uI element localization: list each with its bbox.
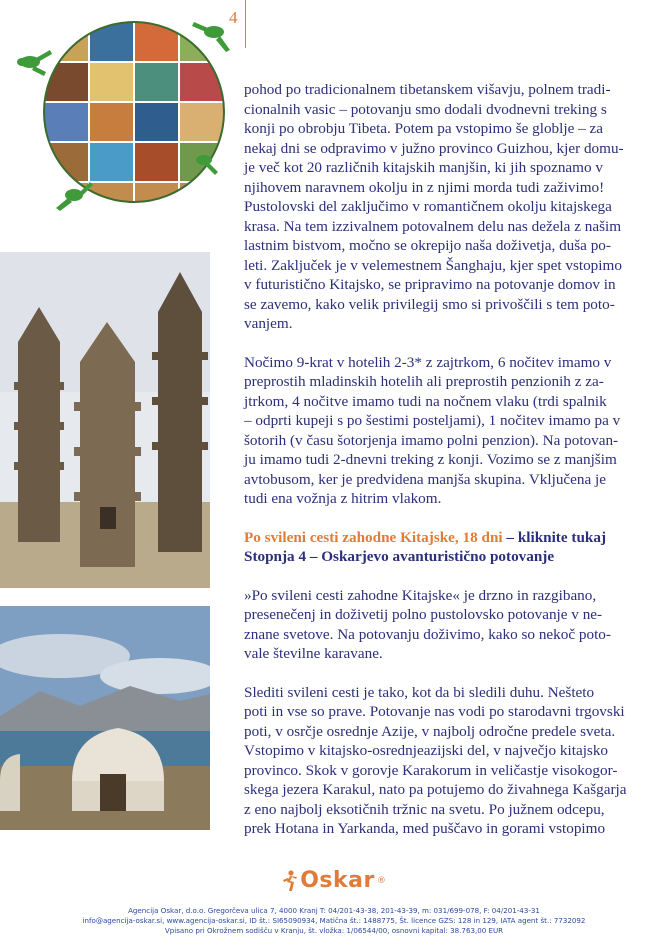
text-line: je več kot 20 različnih kitajskih manjšin, ki jih spoznamo v <box>244 159 603 176</box>
text-line: v futuristično Kitajsko, se pripravimo na potovanje domov in <box>244 276 616 293</box>
text-line: Slediti svileni cesti je tako, kot da bi sledili duhu. Nešteto <box>244 683 595 701</box>
footer-address-line: Agencija Oskar, d.o.o. Gregorčeva ulica 7, 4000 Kranj T: 04/201-43-38, 201-43-39, m: 031/699-078, F: 04/201-43-31 <box>128 906 540 915</box>
text-line: preprostih mladinskih hotelih ali preprostih penzionih z za- <box>244 373 604 390</box>
tour-title: Po svileni cesti zahodne Kitajske, 18 dni <box>244 528 503 546</box>
main-text-column <box>244 80 642 858</box>
text-line: jtrkom, 4 nočitve imamo tudi na nočnem vlaku (trdi spalnik <box>244 392 607 410</box>
itinerary-paragraph <box>244 80 642 334</box>
text-line: lastnim bistvom, močno se okrepijo naša doživetja, duša po- <box>244 237 611 254</box>
text-line: Pustolovski del zaključimo v romantičnem okolju kitajskega <box>244 198 612 215</box>
tour-level: Stopnja 4 – Oskarjevo avanturistično potovanje <box>244 548 555 565</box>
text-line: leti. Zaključek je v velemestnem Šanghaju, kjer spet vstopimo <box>244 256 622 274</box>
text-line: presenečenj in doživetij polno pustolovsko potovanje v ne- <box>244 606 603 623</box>
text-line: – odprti kupeji s po šestimi posteljami), 1 nočitev imamo pa v <box>244 412 621 429</box>
text-line: krasa. Na tem izzivalnem potovalnem delu nas dežela z našim <box>244 217 622 235</box>
page-number: 4 <box>229 8 238 27</box>
intro-paragraph <box>244 586 642 664</box>
footer-contact-line: info@agencija-oskar.si, www.agencija-oskar.si, ID št.: SI65090934, Matična št.: 1488775, Št. licence GZS: 128 in 129, IATA agent št.: 7732092 <box>82 916 586 925</box>
text-line: vanjem. <box>244 315 293 332</box>
silk-road-paragraph <box>244 683 642 839</box>
registered-mark: ® <box>376 875 386 886</box>
text-line: »Po svileni cesti zahodne Kitajske« je drzno in razgibano, <box>244 586 597 604</box>
text-line: znane svetove. Na potovanju doživimo, kako so nekoč poto- <box>244 625 611 643</box>
running-man-icon <box>282 870 298 892</box>
text-line: z eno najbolj eksotičnih tržnic na svetu. Po južnem odcepu, <box>244 800 605 818</box>
text-line: pohod po tradicionalnem tibetanskem višavju, polnem tradi- <box>244 81 611 98</box>
tour-link[interactable]: – kliknite tukaj <box>502 528 607 546</box>
text-line: provinco. Skok v gorovje Karakorum in veličastje visokogor- <box>244 761 618 779</box>
footer-registry-line: Vpisano pri Okrožnem sodišču v Kranju, št. vložka: 1/06544/00, osnovni kapital: 38.763,00 EUR <box>164 926 504 935</box>
text-line: se zavemo, kako velik privilegij smo si privoščili s tem poto- <box>244 295 615 313</box>
text-line: konji po obrobju Tibeta. Potem pa vstopimo še globlje – za <box>244 120 603 137</box>
text-line: poti, v osrčje osrednje Azije, v najbolj odročne predele sveta. <box>244 722 616 740</box>
text-line: šotorih (v času šotorjenja imamo polni penzion). Na potovan- <box>244 431 619 449</box>
yurt-by-lake-photo <box>0 606 210 830</box>
footer-company-info <box>0 906 668 936</box>
header-divider <box>245 0 246 48</box>
text-line: cionalnih vasic – potovanju smo dodali dvodnevni treking s <box>244 100 607 118</box>
text-line: poti in vse so prave. Potovanje nas vodi po starodavni trgovski <box>244 703 625 720</box>
text-line: vale številne karavane. <box>244 645 383 662</box>
tour-heading <box>244 528 642 567</box>
stone-pagoda-forest-photo <box>0 252 210 588</box>
text-line: ju imamo tudi 2-dnevni treking z konji. Vozimo se z manjšim <box>244 451 617 468</box>
text-line: skega jezera Karakul, nato pa potujemo do živahnega Kašgarja <box>244 781 627 798</box>
logo-wordmark: Oskar <box>300 868 375 893</box>
text-line: prek Hotana in Yarkanda, med puščavo in gorami vstopimo <box>244 820 606 837</box>
footer-logo <box>0 868 668 897</box>
text-line: nekaj dni se odpravimo v južno provinco Guizhou, kjer domu- <box>244 139 624 157</box>
text-line: njihovem naravnem okolju in z njimi morda tudi zaživimo! <box>244 178 605 196</box>
text-line: Nočimo 9-krat v hotelih 2-3* z zajtrkom, 6 nočitev imamo v <box>244 353 612 371</box>
text-line: tudi ena vožnja z hitrim vlakom. <box>244 490 442 507</box>
text-line: Vstopimo v kitajsko-osrednjeazijski del, v največjo kitajsko <box>244 742 609 759</box>
text-line: avtobusom, ker je predvidena manjša skupina. Vključena je <box>244 470 607 488</box>
accommodation-paragraph <box>244 353 642 509</box>
world-globe-collage-image <box>16 10 234 215</box>
